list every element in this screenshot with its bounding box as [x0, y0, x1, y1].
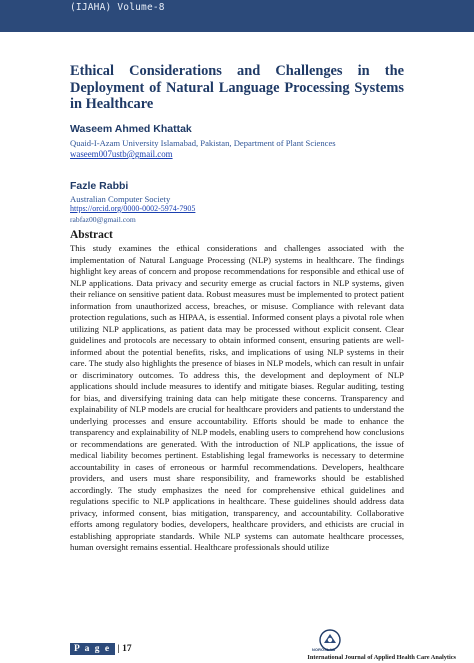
- page-footer: [70, 643, 132, 655]
- page-label: P a g e: [70, 643, 115, 655]
- author-name: Fazle Rabbi: [70, 180, 129, 192]
- author-email: rabfaz00@gmail.com: [70, 215, 136, 224]
- author-email-link[interactable]: waseem007ustb@gmail.com: [70, 149, 173, 159]
- page-number: | 17: [117, 644, 132, 654]
- paper-title: Ethical Considerations and Challenges in the Deployment of Natural Language Processing Systems in Healthcare: [70, 63, 404, 112]
- journal-volume: (IJAHA) Volume-8: [70, 2, 165, 13]
- journal-name: International Journal of Applied Health Care Analytics: [307, 654, 456, 661]
- abstract-heading: Abstract: [70, 229, 113, 241]
- orcid-link[interactable]: https://orcid.org/0000-0002-5974-7905: [70, 204, 196, 213]
- author-name: Waseem Ahmed Khattak: [70, 123, 192, 135]
- author-affiliation: Quaid-I-Azam University Islamabad, Pakistan, Department of Plant Sciences: [70, 138, 336, 148]
- abstract-body: This study examines the ethical considerations and challenges associated with the implementation of Natural Language Processing (NLP) systems in healthcare. The findings highlight key areas of concern and propose recommendations for responsible and ethical use of NLP applications. Data privacy and security emerge as crucial factors in NLP systems, given their reliance on sensitive patient data. Robust measures must be implemented to protect patient information from unauthorized access, breaches, or misuse. Compliance with relevant data protection regulations, such as HIPAA, is essential. Informed consent plays a pivotal role when utilizing NLP applications, as patient data may be processed without explicit consent. Clear guidelines and protocols are necessary to obtain informed consent, ensuring patients are well-informed about the potential benefits, risks, and implications of using NLP systems in their care. The study also highlights the presence of biases in NLP models, which can result in unfair or discriminatory outcomes. To address this, the development and deployment of NLP applications should include measures to identify and mitigate biases. Regular auditing, testing for bias, and diversifying training data can help mitigate these concerns. Transparency and explainability of NLP models are crucial for healthcare providers and patients to understand the underlying processes and ensure accountability. Efforts should be made to enhance the transparency and explainability of NLP models, enabling users to comprehend how conclusions or recommendations are generated. With the introduction of NLP applications, the issue of medical liability becomes pertinent. Establishing legal frameworks is necessary to determine accountability in cases of erroneous or harmful recommendations. Developers, healthcare providers, and users must share responsibility, and frameworks should be established accordingly. The study emphasizes the need for comprehensive ethical guidelines and regulations specific to NLP applications in healthcare. These guidelines should address data privacy, informed consent, bias mitigation, transparency, and accountability. Collaborative efforts among regulatory bodies, developers, healthcare providers, and ethicists are crucial in establishing appropriate standards. While NLP systems can automate healthcare processes, human oversight remains essential. Healthcare professionals should utilize: [70, 243, 404, 552]
- author-affiliation: Australian Computer Society: [70, 194, 171, 204]
- publisher-logo-text: NOROSLAB: [312, 648, 336, 652]
- header-bar: [0, 0, 474, 32]
